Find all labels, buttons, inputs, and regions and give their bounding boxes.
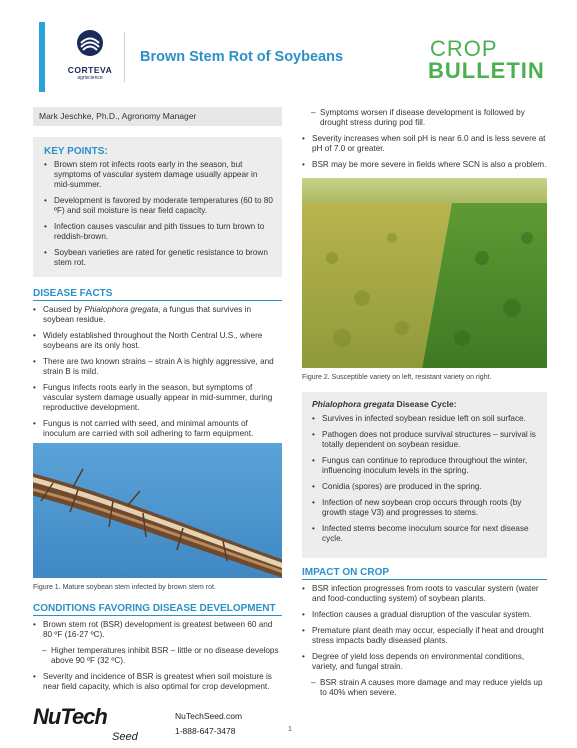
author-name: Mark Jeschke, Ph.D., Agronomy Manager bbox=[39, 111, 197, 121]
page-number: 1 bbox=[288, 726, 292, 733]
corteva-logo bbox=[62, 28, 118, 88]
header-divider bbox=[124, 32, 125, 82]
soybean-stem-image bbox=[33, 443, 282, 578]
pathogen-name: Phialophora gregata bbox=[312, 399, 395, 409]
disease-cycle-heading-rest: Disease Cycle: bbox=[394, 399, 457, 409]
list-item: • Fungus infects roots early in the season, but symptoms of vascular system damage usually appear in mid-summer, during reproductive development. bbox=[33, 383, 282, 413]
list-item: • Premature plant death may occur, especially if heat and drought stress impacts badly diseased plants. bbox=[302, 626, 547, 646]
list-item: • Fungus is not carried with seed, and minimal amounts of inoculum are carried with soil adhering to farm equipment. bbox=[33, 419, 282, 439]
page-title: Brown Stem Rot of Soybeans bbox=[140, 49, 344, 65]
key-points-heading: KEY POINTS: bbox=[44, 146, 108, 157]
list-item: • Infection of new soybean crop occurs through roots (by growth stage V3) and progresses to stems. bbox=[312, 498, 540, 518]
list-item: • Fungus can continue to reproduce throughout the winter, influencing inoculum levels in the spring. bbox=[312, 456, 540, 476]
section-divider bbox=[33, 615, 282, 616]
key-points-list bbox=[44, 160, 274, 274]
disease-cycle-list bbox=[312, 414, 540, 550]
list-item: • Caused by Phialophora gregata, a fungus that survives in soybean residue. bbox=[33, 305, 282, 325]
list-subitem: – Symptoms worsen if disease development is followed by drought stress during pod fill. bbox=[302, 108, 547, 128]
list-item: • Widely established throughout the North Central U.S., where soybeans are its only host. bbox=[33, 331, 282, 351]
nutech-logo: NuTech bbox=[33, 704, 107, 729]
list-subitem: – BSR strain A causes more damage and may reduce yields up to 40% when severe. bbox=[302, 678, 547, 698]
corteva-mark-icon bbox=[75, 28, 105, 58]
bulletin-label: BULLETIN bbox=[428, 58, 545, 83]
disease-cycle-heading bbox=[312, 399, 457, 409]
list-item: • BSR infection progresses from roots to vascular system (water and food-conducting system) of soybean plants. bbox=[302, 584, 547, 604]
crop-label: CROP bbox=[430, 36, 498, 61]
figure1-caption: Figure 1. Mature soybean stem infected by brown stem rot. bbox=[33, 584, 216, 591]
section-divider bbox=[33, 300, 282, 301]
disease-facts-list bbox=[33, 305, 282, 445]
list-item: • Soybean varieties are rated for genetic resistance to brown stem rot. bbox=[44, 248, 274, 268]
section-divider bbox=[302, 579, 547, 580]
list-item: • Pathogen does not produce survival structures – survival is totally dependent on soybean residue. bbox=[312, 430, 540, 450]
figure1-photo bbox=[33, 443, 282, 578]
soybean-field-image bbox=[302, 178, 547, 368]
list-subitem: – Higher temperatures inhibit BSR – little or no disease develops above 90 ºF (32 ºC). bbox=[33, 646, 282, 666]
conditions-list bbox=[33, 620, 282, 698]
logo-name: CORTEVA bbox=[67, 65, 113, 75]
list-item: • There are two known strains – strain A is highly aggressive, and strain B is mild. bbox=[33, 357, 282, 377]
list-item: • Infection causes a gradual disruption of the vascular system. bbox=[302, 610, 547, 620]
list-item: • Degree of yield loss depends on environmental conditions, variety, and fungal strain. bbox=[302, 652, 547, 672]
logo-sub: agriscience bbox=[77, 75, 103, 81]
list-item: • Infected stems become inoculum source for next disease cycle. bbox=[312, 524, 540, 544]
conditions-continued-list bbox=[302, 108, 547, 176]
nutech-logo-seed: Seed bbox=[112, 731, 138, 743]
list-item: • Severity and incidence of BSR is greatest when soil moisture is near field capacity, which is also optimal for crop development. bbox=[33, 672, 282, 692]
conditions-heading: CONDITIONS FAVORING DISEASE DEVELOPMENT bbox=[33, 603, 276, 614]
list-item: • Brown stem rot infects roots early in the season, but symptoms of vascular system damage usually appear in mid-summer. bbox=[44, 160, 274, 190]
figure2-caption: Figure 2. Susceptible variety on left, resistant variety on right. bbox=[302, 374, 492, 381]
header-accent-bar bbox=[39, 22, 45, 92]
list-item: • Conidia (spores) are produced in the spring. bbox=[312, 482, 540, 492]
figure2-photo bbox=[302, 178, 547, 368]
disease-facts-heading: DISEASE FACTS bbox=[33, 288, 113, 299]
list-item: • Brown stem rot (BSR) development is greatest between 60 and 80 ºF (16-27 ºC). bbox=[33, 620, 282, 640]
footer-website[interactable]: NuTechSeed.com bbox=[175, 711, 243, 721]
list-item: • Severity increases when soil pH is near 6.0 and is less severe at pH of 7.0 or greater. bbox=[302, 134, 547, 154]
list-item: • BSR may be more severe in fields where SCN is also a problem. bbox=[302, 160, 547, 170]
list-item: • Survives in infected soybean residue left on soil surface. bbox=[312, 414, 540, 424]
list-item: • Infection causes vascular and pith tissues to turn brown to reddish-brown. bbox=[44, 222, 274, 242]
footer-phone: 1-888-647-3478 bbox=[175, 726, 236, 736]
impact-heading: IMPACT ON CROP bbox=[302, 567, 390, 578]
list-item: • Development is favored by moderate temperatures (60 to 80 ºF) and soil moisture is near field capacity. bbox=[44, 196, 274, 216]
impact-list bbox=[302, 584, 547, 704]
